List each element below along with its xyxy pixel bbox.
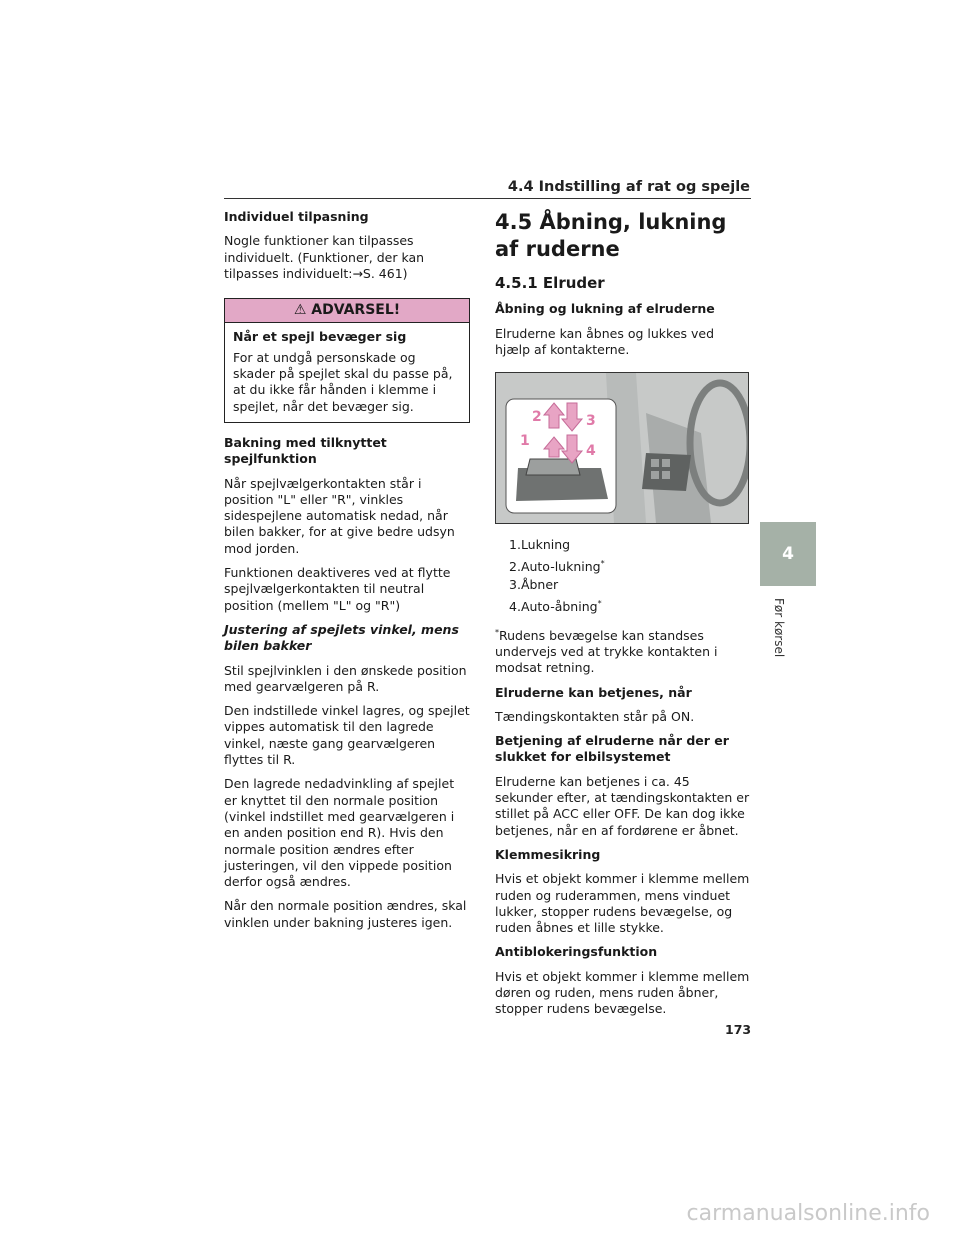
after-off-heading: Betjening af elruderne når der er slukket for elbilsystemet [495,733,729,765]
list-item: 2.Auto-lukning* [509,558,605,574]
open-close-heading: Åbning og lukning af elruderne [495,301,715,317]
adjust-paragraph-1: Stil spejlvinklen i den ønskede position med gearvælgeren på R. [224,662,467,694]
pinch-text: Hvis et objekt kommer i klemme mellem ruden og ruderammen, mens vinduet lukker, stopper rudens bevægelse, og ruden åbnes et lille stykke. [495,871,750,936]
figure-label-4: 4 [586,443,596,460]
adjust-heading: Justering af spejlets vinkel, mens bilen bakker [224,621,459,654]
switch-illustration [496,373,748,523]
reverse-paragraph-2: Funktionen deaktiveres ved at flytte spejlvælgerkontakten til neutral position (mellem "L" og "R") [224,565,451,613]
open-close-text: Elruderne kan åbnes og lukkes ved hjælp af kontakterne. [495,325,715,357]
watermark: carmanualsonline.info [686,1201,930,1226]
list-item: 1.Lukning [509,537,571,553]
warning-label: ADVARSEL! [311,302,401,319]
figure-label-1: 1 [520,433,530,450]
warning-title: Når et spejl bevæger sig [233,329,407,345]
footnote: *Rudens bevægelse kan standses undervejs ved at trykke kontakten i modsat retning. [495,627,718,676]
individual-text: Nogle funktioner kan tilpasses individuelt. (Funktioner, der kan tilpasses individuelt:→S. 461) [224,233,425,281]
left-column [224,209,470,939]
figure-label-3: 3 [586,413,596,430]
individual-heading: Individuel tilpasning [224,209,369,224]
section-heading: 4.5 Åbning, lukning af ruderne [495,210,727,261]
adjust-paragraph-3: Den lagrede nedadvinkling af spejlet er knyttet til den normale position (vinkel indstillet med gearvælgeren i en anden position end R). Hvis den normale position ændres efter justeringen, vil den vippede position derfor også ændres. [224,776,455,890]
power-window-switch-figure [495,372,749,524]
right-column [495,209,751,1026]
operate-heading: Elruderne kan betjenes, når [495,684,692,700]
reverse-paragraph-1: Når spejlvælgerkontakten står i position "L" eller "R", vinkles sidespejlene automatisk nedad, når bilen bakker, for at give bedre udsyn mod jorden. [224,475,455,556]
chapter-tab: 4 [760,522,816,586]
warning-body [225,323,469,421]
switch-function-list [509,536,751,616]
warning-box [224,298,470,423]
subsection-heading: 4.5.1 Elruder [495,274,605,292]
adjust-paragraph-4: Når den normale position ændres, skal vinklen under bakning justeres igen. [224,898,467,930]
section-title: 4.4 Indstilling af rat og spejle [507,179,750,195]
figure-label-2: 2 [532,409,542,426]
pinch-heading: Klemmesikring [495,846,601,862]
after-off-text: Elruderne kan betjenes i ca. 45 sekunder efter, at tændingskontakten er stillet på ACC eller OFF. De kan dog ikke betjenes, når en af fordørene er åbnet. [495,773,750,838]
header-rule [224,198,751,199]
list-item: 4.Auto-åbning* [509,598,602,614]
antiblock-text: Hvis et objekt kommer i klemme mellem døren og ruden, mens ruden åbner, stopper rudens bevægelse. [495,968,750,1017]
reverse-heading: Bakning med tilknyttet spejlfunktion [224,434,387,467]
chapter-label: Før kørsel [772,598,786,658]
warning-header [225,299,469,323]
antiblock-heading: Antiblokeringsfunktion [495,944,658,960]
warning-icon: ⚠ [293,302,307,319]
warning-text: For at undgå personskade og skader på spejlet skal du passe på, at du ikke får hånden i klemme i spejlet, når det bevæger sig. [233,349,453,414]
operate-text: Tændingskontakten står på ON. [495,708,695,724]
adjust-paragraph-2: Den indstillede vinkel lagres, og spejlet vippes automatisk til den lagrede vinkel, næste gang gearvælgeren flyttes til R. [224,703,470,768]
list-item: 3.Åbner [509,577,559,593]
page-number: 173 [725,1022,752,1037]
